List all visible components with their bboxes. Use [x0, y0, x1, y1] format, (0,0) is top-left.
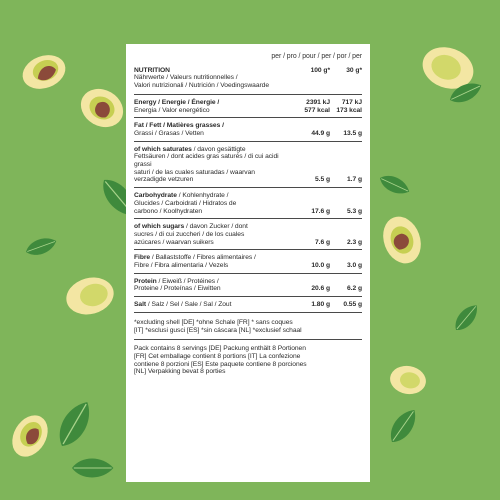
fibre-row — [134, 250, 362, 273]
protein-label-rest: / Eiweiß / Protéines / — [156, 277, 219, 285]
leaf-illustration — [377, 171, 412, 198]
protein-row — [134, 274, 362, 297]
fibre-100g: 10.0 g — [311, 262, 330, 270]
pistachio-illustration — [18, 49, 70, 94]
pack-line-3: contiene 8 porzioni [ES] Este paquete contiene 8 porciones — [134, 360, 307, 368]
energy-kcal-30g: 173 kcal — [336, 106, 362, 114]
pack-line-2: [FR] Cet emballage contient 8 portions [IT] La confezione — [134, 352, 301, 360]
nutrition-title: NUTRITION — [134, 66, 170, 74]
nutrition-subtitle-1: Nährwerte / Valeurs nutritionnelles / — [134, 74, 238, 82]
salt-label-bold: Salt — [134, 301, 147, 309]
carbohydrate-label-rest: / Kohlenhydrate / — [176, 192, 229, 200]
sugars-label-3: azúcares / waarvan suikers — [134, 238, 214, 246]
fibre-label-2: Fibre / Fibra alimentaria / Vezels — [134, 262, 229, 270]
column-header-30g: 30 g* — [346, 66, 362, 74]
nutrition-subtitle-2: Valori nutrizionali / Nutrición / Voedingswaarde — [134, 82, 270, 90]
fat-30g: 13.5 g — [343, 129, 362, 137]
pack-line-4: [NL] Verpakking bevat 8 porties — [134, 368, 226, 376]
servings-note — [134, 345, 362, 376]
saturates-label-rest: / davon gesättigte — [191, 145, 246, 153]
energy-label-2: Energia / Valor energético — [134, 106, 210, 114]
saturates-label-2: Fettsäuren / dont acides gras saturés / di cui acidi grassi — [134, 153, 279, 169]
footnote-line-2: [IT] *esclusi gusci [ES] *sin cáscara [NL] *exclusief schaal — [134, 326, 302, 334]
leaf-illustration — [23, 234, 58, 259]
saturates-label-4: verzadigde vetzuren — [134, 176, 194, 184]
fat-100g: 44.9 g — [311, 129, 330, 137]
pistachio-illustration — [62, 272, 118, 319]
sugars-row — [134, 219, 362, 250]
carbohydrate-row — [134, 188, 362, 219]
protein-100g: 20.6 g — [311, 285, 330, 293]
sugars-label-2: sucres / di cui zuccheri / de los cuales — [134, 230, 245, 238]
sugars-label-bold: of which sugars — [134, 223, 185, 231]
pistachio-illustration — [377, 211, 427, 268]
column-header-100g: 100 g* — [310, 66, 330, 74]
leaf-illustration — [52, 396, 97, 451]
pistachio-illustration — [388, 363, 428, 397]
leaf-illustration — [385, 405, 422, 447]
energy-kj-30g: 717 kJ — [341, 98, 362, 106]
pistachio-illustration — [74, 81, 130, 134]
footnote-line-1: *excluding shell [DE] *ohne Schale [FR] * sans coques — [134, 318, 293, 326]
carbohydrate-label-2: Glucides / Carboidrati / Hidratos de — [134, 199, 237, 207]
salt-row — [134, 297, 362, 313]
protein-label-2: Proteine / Proteínas / Eiwitten — [134, 285, 221, 293]
leaf-illustration — [72, 459, 113, 478]
energy-kj-100g: 2391 kJ — [306, 98, 330, 106]
protein-30g: 6.2 g — [347, 285, 362, 293]
carbohydrate-label-bold: Carbohydrate — [134, 192, 177, 200]
fat-label-2: Grassi / Grasas / Vetten — [134, 129, 204, 137]
fat-label-1: Fat / Fett / Matières grasses / — [134, 122, 224, 130]
per-header: per / pro / pour / per / por / per — [271, 53, 362, 60]
carbohydrate-label-3: carbono / Koolhydraten — [134, 207, 203, 215]
saturates-row — [134, 142, 362, 189]
saturates-30g: 1.7 g — [347, 176, 362, 184]
saturates-label-3: saturi / de las cuales saturadas / waarvan — [134, 168, 255, 176]
shell-footnote — [134, 319, 362, 340]
salt-30g: 0.55 g — [343, 301, 362, 309]
carbohydrate-30g: 5.3 g — [347, 207, 362, 215]
pack-line-1: Pack contains 8 servings [DE] Packung enthält 8 Portionen — [134, 345, 306, 353]
protein-label-bold: Protein — [134, 277, 157, 285]
energy-kcal-100g: 577 kcal — [304, 106, 330, 114]
fibre-label-rest: / Ballaststoffe / Fibres alimentaires / — [150, 254, 256, 262]
pistachio-illustration — [5, 409, 55, 463]
energy-label-1: Energy / Energie / Énergie / — [134, 98, 220, 106]
saturates-label-bold: of which saturates — [134, 145, 192, 153]
nutrition-header-row — [134, 67, 362, 95]
sugars-label-rest: / davon Zucker / dont — [184, 223, 248, 231]
carbohydrate-100g: 17.6 g — [311, 207, 330, 215]
energy-row — [134, 95, 362, 118]
fibre-30g: 3.0 g — [347, 262, 362, 270]
nutrition-label — [126, 44, 370, 482]
leaf-illustration — [450, 301, 482, 335]
sugars-100g: 7.6 g — [315, 238, 330, 246]
fat-row — [134, 118, 362, 141]
salt-100g: 1.80 g — [311, 301, 330, 309]
saturates-100g: 5.5 g — [315, 176, 330, 184]
fibre-label-bold: Fibre — [134, 254, 151, 262]
sugars-30g: 2.3 g — [347, 238, 362, 246]
salt-label-rest: / Salz / Sel / Sale / Sal / Zout — [146, 301, 232, 309]
